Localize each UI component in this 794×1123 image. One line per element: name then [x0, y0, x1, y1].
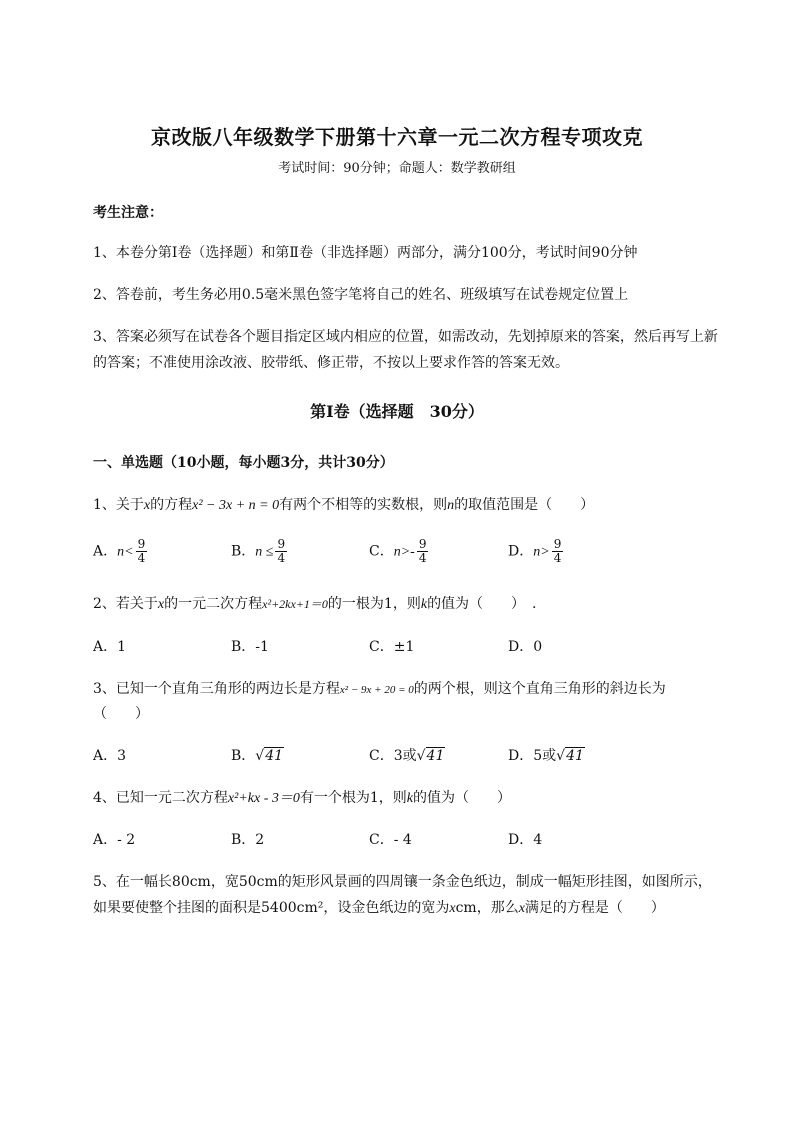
fraction [417, 538, 429, 565]
q2-after: 的一根为1，则 [327, 596, 421, 612]
option-label: C．3或 [369, 748, 417, 764]
q1-option-d[interactable] [508, 538, 565, 565]
q1-prefix: 1、关于 [93, 497, 144, 513]
notice-item-1: 1、本卷分第I卷（选择题）和第Ⅱ卷（非选择题）两部分，满分100分，考试时间90分钟 [93, 245, 638, 261]
page-title: 京改版八年级数学下册第十六章一元二次方程专项攻克 [151, 125, 643, 149]
sqrt-symbol: √41 [416, 748, 445, 764]
q3-option-b[interactable] [231, 745, 284, 765]
q2-option-c[interactable]: C．±1 [369, 639, 415, 655]
option-label: B． [231, 748, 256, 764]
q2-option-a[interactable]: A．1 [93, 639, 127, 655]
q5-suffix: 满足的方程是（ ） [524, 900, 665, 916]
q3-option-d[interactable] [508, 745, 585, 765]
q4-prefix: 4、已知一元二次方程 [93, 790, 228, 806]
q1-option-a[interactable] [93, 538, 149, 565]
denominator: 4 [137, 551, 146, 565]
option-label: B． [231, 543, 256, 560]
notice-heading: 考生注意： [93, 205, 163, 221]
numerator: 9 [553, 537, 562, 551]
q4-option-c[interactable]: C．- 4 [369, 832, 412, 848]
option-relation: n ≤ [255, 544, 274, 560]
sqrt-symbol: √41 [556, 748, 584, 764]
q1-var-n: n [447, 498, 455, 513]
q1-mid: 的方程 [150, 497, 193, 513]
q1-option-b[interactable] [231, 538, 289, 565]
q5-prefix: 如果要使整个挂图的面积是5400cm²，设金色纸边的宽为 [93, 900, 450, 916]
radicand: 41 [566, 748, 584, 764]
question-4 [93, 787, 753, 807]
fraction [136, 538, 148, 565]
fraction [275, 538, 287, 565]
section-title: 第I卷（选择题 30分） [310, 402, 484, 421]
q4-option-b[interactable]: B．2 [231, 832, 265, 848]
exam-info: 考试时间：90分钟；命题人：数学教研组 [278, 161, 516, 176]
q2-var-k: k [420, 597, 428, 612]
option-label: D． [508, 543, 534, 560]
q1-suffix: 的取值范围是（ ） [454, 497, 595, 513]
q4-suffix: 的值为（ ） [413, 790, 512, 806]
q2-mid: 的一元二次方程 [164, 596, 263, 612]
question-1 [93, 494, 753, 514]
q2-option-b[interactable]: B．-1 [231, 639, 269, 655]
q4-var-k: k [406, 791, 414, 806]
question-5-cont [93, 897, 753, 917]
question-3 [93, 678, 753, 698]
q1-equation-x: x [192, 498, 199, 513]
q2-prefix: 2、若关于 [93, 596, 158, 612]
numerator: 9 [418, 537, 427, 551]
question-5: 5、在一幅长80cm，宽50cm的矩形风景画的四周镶一条金色纸边，制成一幅矩形挂图，如图所示， [93, 874, 712, 890]
part-heading: 一、单选题（10小题，每小题3分，共计30分） [93, 455, 394, 471]
q2-suffix: 的值为（ ） . [427, 596, 537, 612]
option-label: D．5或 [508, 748, 557, 764]
option-relation: n< [117, 544, 134, 560]
q1-after: 有两个不相等的实数根，则 [279, 497, 448, 513]
denominator: 4 [553, 551, 562, 565]
q5-var-x2: x [518, 901, 525, 916]
q5-var-x: x [449, 901, 456, 916]
radicand: 41 [265, 748, 284, 764]
q2-option-d[interactable]: D．0 [508, 639, 543, 655]
q3-option-a[interactable]: A．3 [93, 748, 127, 764]
option-label: A． [93, 543, 118, 560]
q4-option-d[interactable]: D．4 [508, 832, 543, 848]
notice-item-2: 2、答卷前，考生务必用0.5毫米黑色签字笔将自己的姓名、班级填写在试卷规定位置上 [93, 287, 629, 303]
numerator: 9 [277, 537, 286, 551]
question-3-cont: （ ） [93, 706, 149, 722]
q4-equation: x²+kx - 3＝0 [227, 791, 300, 806]
q4-option-a[interactable]: A．- 2 [93, 832, 136, 848]
option-relation: n>- [393, 544, 415, 560]
notice-item-3: 3、答案必须写在试卷各个题目指定区域内相应的位置，如需改动，先划掉原来的答案，然后再写上新 [93, 329, 718, 345]
q1-var-x: x [143, 498, 151, 513]
q3-equation: x² − 9x + 20 = 0 [339, 684, 414, 696]
denominator: 4 [418, 551, 427, 565]
numerator: 9 [137, 537, 146, 551]
denominator: 4 [277, 551, 286, 565]
sqrt-symbol: √41 [255, 748, 284, 764]
fraction [552, 538, 564, 565]
option-relation: n> [533, 544, 550, 560]
q1-equation-rest: ² − 3x + n = 0 [198, 498, 280, 513]
q5-mid: cm，那么 [455, 900, 519, 916]
q3-suffix: 的两个根，则这个直角三角形的斜边长为 [413, 681, 666, 697]
q3-prefix: 3、已知一个直角三角形的两边长是方程 [93, 681, 340, 697]
radicand: 41 [426, 748, 445, 764]
question-2 [93, 593, 753, 613]
option-label: C． [369, 543, 394, 560]
q1-option-c[interactable] [369, 538, 430, 565]
notice-item-3-cont: 的答案；不准使用涂改液、胶带纸、修正带，不按以上要求作答的答案无效。 [93, 355, 569, 371]
q2-var-x: x [157, 597, 165, 612]
q2-equation: x²+2kx+1＝0 [262, 597, 328, 611]
q3-option-c[interactable] [369, 745, 445, 765]
q4-after: 有一个根为1，则 [299, 790, 407, 806]
